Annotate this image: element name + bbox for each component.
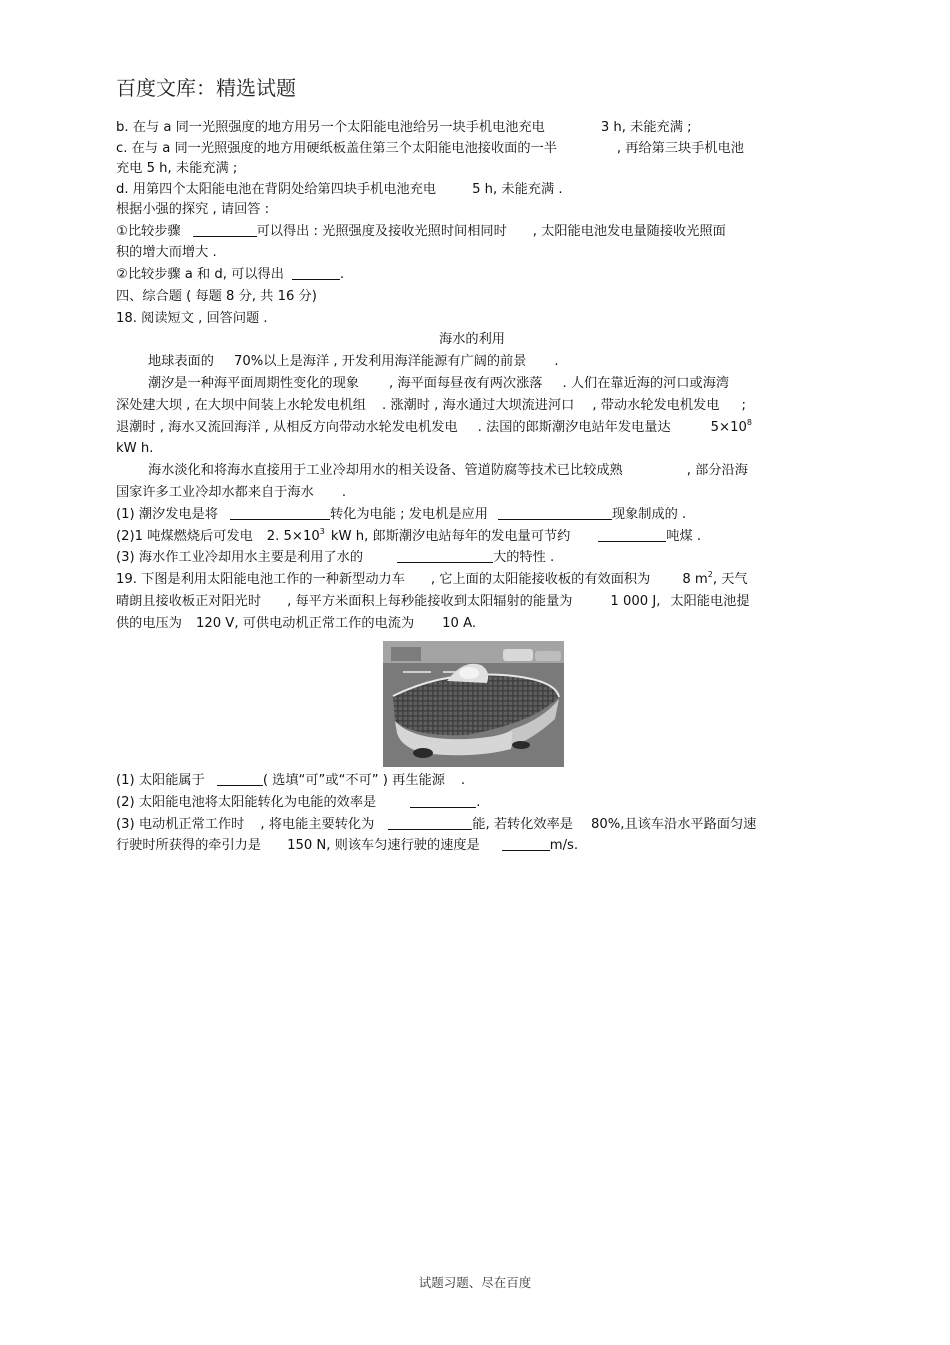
sub-question-value: 2. 5×10 [266, 528, 320, 544]
sub19-text: . [460, 773, 466, 788]
passage-text: 海水淡化和将海水直接用于工业冷却用水的相关设备、管道防腐等技术已比较成熟 [148, 463, 623, 479]
question-2-period: . [339, 267, 345, 283]
sub19-2 [116, 792, 828, 814]
question-prompt-text: 根据小强的探究 , 请回答 : [116, 202, 270, 217]
sub19-text: 能, 若转化效率是 [472, 816, 573, 832]
passage-text: ; [741, 397, 746, 413]
question-19-text: 19. 下图是利用太阳能电池工作的一种新型动力车 [116, 572, 405, 588]
sub19-text: ( 选填“可”或“不可” ) 再生能源 [262, 773, 445, 788]
step-d [116, 180, 828, 201]
question-prompt [116, 200, 828, 221]
passage-text: , 海平面每昼夜有两次涨落 [389, 376, 543, 392]
passage-text: 退潮时 , 海水又流回海洋 , 从相反方向带动水轮发电机发电 [116, 419, 458, 435]
question-18-title: 18. 阅读短文 , 回答问题 . [116, 310, 268, 326]
passage-text: . 人们在靠近海的河口或海湾 [562, 376, 730, 392]
sub19-3 [116, 814, 828, 836]
sub19-1 [116, 770, 828, 792]
question-19-text: 太阳能电池提 [670, 594, 750, 610]
step-c-time: 充电 5 h, 未能充满 ; [116, 161, 238, 176]
page-header-title: 百度文库：精选试题 [116, 76, 296, 100]
sub-question-3 [116, 547, 828, 569]
answer-blank-renewable[interactable] [217, 772, 263, 786]
passage-text: , 部分沿海 [686, 463, 748, 479]
question-1-text-cont: , 太阳能电池发电量随接收光照面 [532, 223, 726, 239]
sub-question-text: kW h, 郎斯潮汐电站每年的发电量可节约 [330, 528, 571, 544]
step-d-text: d. 用第四个太阳能电池在背阴处给第四块手机电池充电 [116, 181, 437, 197]
passage-text: 深处建大坝 , 在大坝中间装上水轮发电机组 [116, 397, 366, 413]
answer-blank-property[interactable] [397, 549, 493, 563]
step-b [116, 118, 828, 139]
question-1 [116, 221, 828, 243]
question-19-text: 供的电压为 [116, 615, 182, 631]
passage-text: 国家许多工业冷却水都来自于海水 [116, 485, 314, 501]
sub19-text: , 将电能主要转化为 [260, 816, 375, 832]
passage-title [116, 329, 828, 351]
question-19-exponent: 2 [707, 570, 713, 580]
answer-blank-phenomenon[interactable] [498, 506, 612, 520]
sub-question-exponent: 3 [319, 526, 325, 536]
question-19-text: 120 V, 可供电动机正常工作的电流为 [195, 615, 415, 631]
question-19-text: , 天气 [712, 572, 748, 588]
sub19-text: (3) 电动机正常工作时 [116, 816, 245, 832]
sub19-text: 150 N, 则该车匀速行驶的速度是 [287, 838, 480, 854]
question-2 [116, 264, 828, 286]
passage-para-1 [116, 351, 828, 373]
question-19 [116, 569, 828, 591]
sub-question-text: 转化为电能 ; 发电机是应用 [330, 506, 488, 522]
passage-value: 5×10 [710, 419, 747, 435]
passage-text: 潮汐是一种海平面周期性变化的现象 [148, 376, 359, 392]
question-2-text: ②比较步骤 a 和 d, 可以得出 [116, 267, 284, 283]
passage-exponent: 8 [746, 417, 752, 427]
question-1-text: 可以得出 : 光照强度及接收光照时间相同时 [256, 223, 507, 239]
step-c-line2 [116, 159, 828, 180]
passage-text: . [341, 485, 347, 501]
question-1-text-end: 积的增大而增大 . [116, 245, 217, 261]
answer-blank-efficiency[interactable] [410, 794, 476, 808]
question-19-text: , 每平方米面积上每秒能接收到太阳辐射的能量为 [287, 594, 573, 610]
question-1-line2 [116, 242, 828, 264]
answer-blank-energy[interactable] [230, 506, 330, 520]
answer-blank-conclusion[interactable] [292, 266, 340, 280]
sub19-text: (2) 太阳能电池将太阳能转化为电能的效率是 [116, 794, 377, 810]
step-d-time: 5 h, 未能充满 . [472, 181, 563, 197]
passage-para-3 [116, 460, 828, 482]
question-1-label: ①比较步骤 [116, 223, 181, 239]
sub-question-2 [116, 526, 828, 548]
sub19-text: 80%,且该车沿水平路面匀速 [590, 816, 757, 832]
passage-text: . [554, 354, 559, 370]
question-19-value: 8 m [682, 572, 708, 588]
passage-text: . 法国的郎斯潮汐电站年发电量达 [477, 419, 671, 435]
page-footer: 试题习题、尽在百度 [418, 1275, 532, 1290]
sub-question-text: 现象制成的 . [611, 506, 687, 522]
section-4-heading [116, 286, 828, 308]
sub19-3-line2 [116, 835, 828, 857]
passage-text: , 带动水轮发电机发电 [592, 397, 720, 413]
document-body [116, 118, 828, 635]
answer-blank-coal[interactable] [598, 528, 666, 542]
question-19-value: 10 A. [442, 615, 477, 631]
passage-text: 70%以上是海洋 , 开发利用海洋能源有广阔的前景 [233, 354, 527, 370]
sub-question-text: 吨煤 . [666, 528, 702, 544]
question-19-value: 1 000 J, [610, 594, 661, 610]
passage-para-3-line2 [116, 482, 828, 504]
answer-blank-steps[interactable] [193, 223, 257, 237]
sub19-text: 行驶时所获得的牵引力是 [116, 838, 262, 854]
passage-para-2-line2 [116, 395, 828, 417]
sub-question-text: 大的特性 . [493, 550, 555, 566]
passage-para-2 [116, 373, 828, 395]
sub19-text: (1) 太阳能属于 [116, 773, 205, 788]
passage-title-text: 海水的利用 [439, 332, 505, 348]
sub19-text: . [476, 794, 481, 810]
question-19-line3 [116, 613, 828, 635]
solar-car-photo [383, 641, 564, 767]
passage-para-2-line3 [116, 417, 828, 439]
answer-blank-energy-form[interactable] [388, 816, 472, 830]
solar-car-illustration [383, 641, 564, 767]
passage-para-2-line4 [116, 438, 828, 460]
sub-question-text: (3) 海水作工业冷却用水主要是利用了水的 [116, 550, 364, 566]
answer-blank-speed[interactable] [502, 837, 550, 851]
sub19-text: m/s. [549, 838, 579, 854]
sub-question-text: (1) 潮汐发电是将 [116, 506, 218, 522]
sub-question-text: (2)1 吨煤燃烧后可发电 [116, 528, 253, 544]
question-19-line2 [116, 591, 828, 613]
step-c [116, 139, 828, 160]
passage-text: . 涨潮时 , 海水通过大坝流进河口 [381, 397, 575, 413]
step-b-text: b. 在与 a 同一光照强度的地方用另一个太阳能电池给另一块手机电池充电 [116, 120, 545, 135]
passage-text: 地球表面的 [148, 354, 214, 370]
question-19-text: 晴朗且接收板正对阳光时 [116, 594, 262, 610]
question-19-text: , 它上面的太阳能接收板的有效面积为 [430, 572, 651, 588]
sub-question-1 [116, 504, 828, 526]
step-c-text-cont: , 再给第三块手机电池 [616, 140, 744, 156]
step-c-text: c. 在与 a 同一光照强度的地方用硬纸板盖住第三个太阳能电池接收面的一半 [116, 140, 557, 156]
step-b-time: 3 h, 未能充满 ; [600, 120, 692, 135]
passage-unit: kW h. [116, 441, 154, 457]
question-19-subquestions [116, 770, 828, 857]
section-4-title: 四、综合题 ( 每题 8 分, 共 16 分) [116, 288, 317, 304]
question-18 [116, 308, 828, 330]
